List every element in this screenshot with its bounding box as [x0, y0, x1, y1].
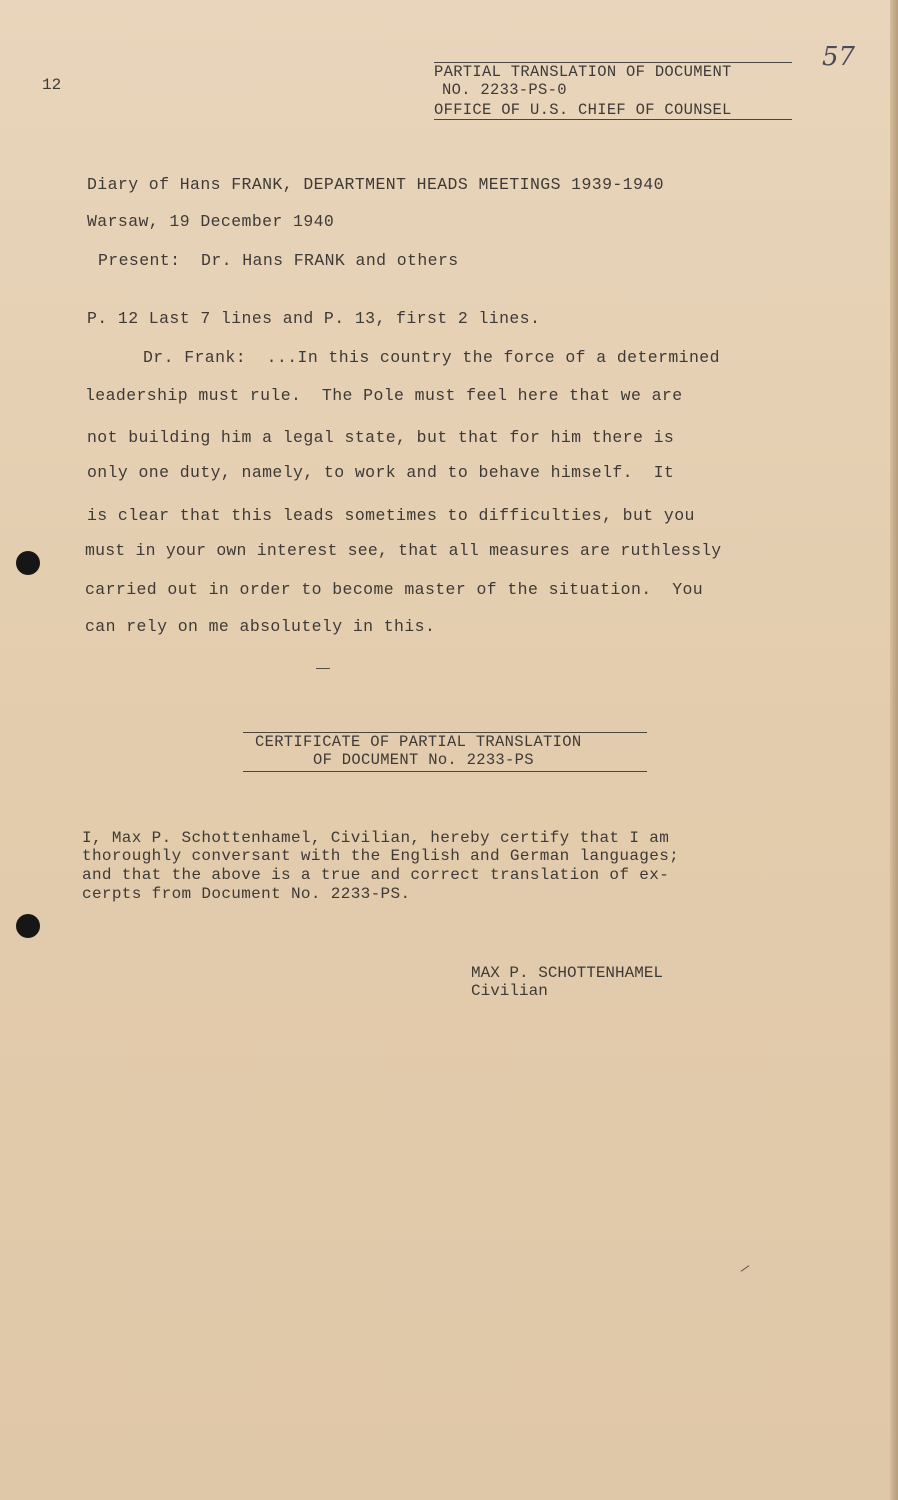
body-line-1: Dr. Frank: ...In this country the force of a determined	[143, 348, 720, 367]
certificate-line-1: I, Max P. Schottenhamel, Civilian, hereby certify that I am	[82, 829, 670, 847]
certificate-underline	[243, 771, 647, 772]
body-line-4: only one duty, namely, to work and to behave himself. It	[87, 463, 675, 482]
body-line-2: leadership must rule. The Pole must feel here that we are	[85, 386, 683, 405]
punch-hole-icon	[16, 551, 40, 575]
page-number: 12	[42, 76, 62, 94]
body-line-8: can rely on me absolutely in this.	[85, 617, 436, 636]
punch-hole-icon	[16, 914, 40, 938]
body-line-5: is clear that this leads sometimes to difficulties, but you	[87, 506, 695, 525]
certificate-title-line-2: OF DOCUMENT No. 2233-PS	[313, 751, 534, 769]
certificate-line-2: thoroughly conversant with the English and German languages;	[82, 847, 680, 865]
certificate-title-line-1: CERTIFICATE OF PARTIAL TRANSLATION	[255, 733, 582, 751]
diary-date: Warsaw, 19 December 1940	[87, 212, 335, 231]
header-line-2: NO. 2233-PS-0	[442, 81, 567, 99]
stray-mark	[316, 668, 330, 669]
signature-name: MAX P. SCHOTTENHAMEL	[471, 964, 664, 982]
header-line-3: OFFICE OF U.S. CHIEF OF COUNSEL	[434, 101, 732, 119]
header-underline	[434, 119, 792, 120]
certificate-line-4: cerpts from Document No. 2233-PS.	[82, 885, 411, 903]
diary-page-reference: P. 12 Last 7 lines and P. 13, first 2 lines.	[87, 309, 541, 328]
handwritten-page-number: 57	[822, 42, 856, 72]
diary-present: Present: Dr. Hans FRANK and others	[98, 251, 459, 270]
body-line-3: not building him a legal state, but that for him there is	[87, 428, 675, 447]
page-edge	[890, 0, 898, 1500]
header-line-1: PARTIAL TRANSLATION OF DOCUMENT	[434, 63, 732, 81]
pencil-mark	[741, 1265, 750, 1272]
signature-title: Civilian	[471, 982, 548, 1000]
certificate-line-3: and that the above is a true and correct translation of ex-	[82, 866, 670, 884]
body-line-6: must in your own interest see, that all measures are ruthlessly	[85, 541, 722, 560]
body-line-7: carried out in order to become master of the situation. You	[85, 580, 704, 599]
diary-title: Diary of Hans FRANK, DEPARTMENT HEADS MEETINGS 1939-1940	[87, 175, 664, 194]
